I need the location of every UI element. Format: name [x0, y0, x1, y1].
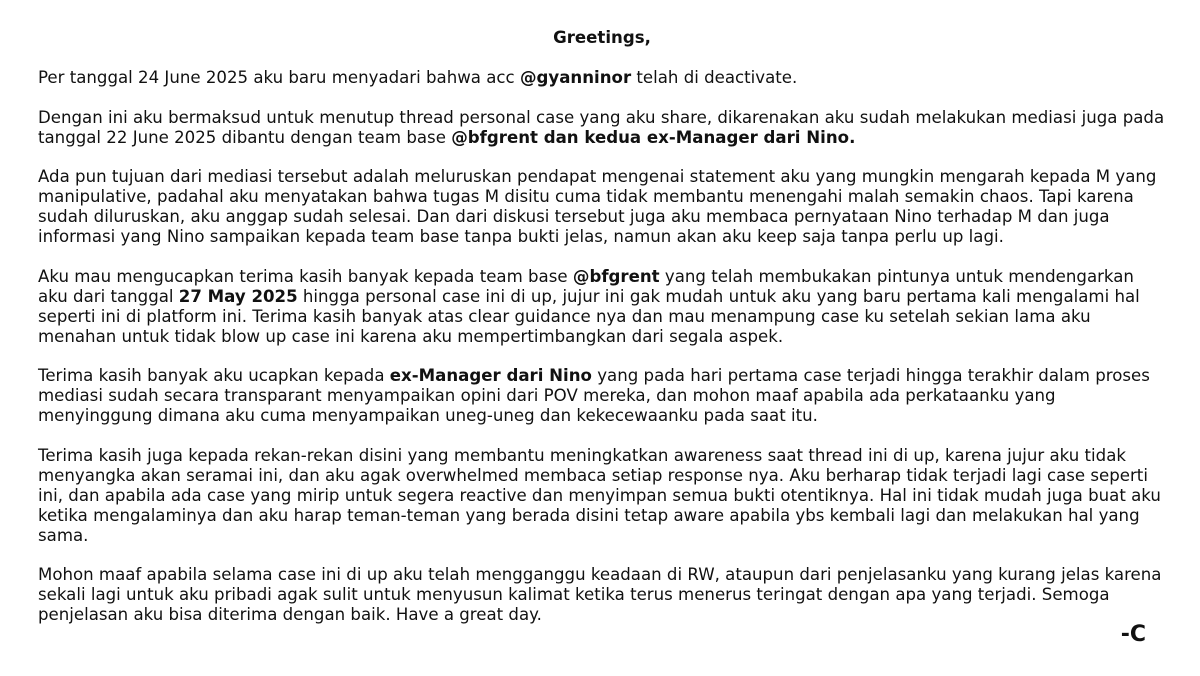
signature: -C — [1120, 622, 1146, 647]
paragraph — [38, 68, 1166, 88]
text-segment: telah di deactivate. — [631, 67, 798, 87]
text-segment: yang telah membukakan pintunya untuk mendengarkan aku dari tanggal — [38, 266, 1134, 306]
paragraph — [38, 565, 1166, 625]
text-segment: Terima kasih juga kepada rekan-rekan disini yang membantu meningkatkan awareness saat thread ini di up, karena jujur aku tidak menyangka akan seramai ini, dan aku agak overwhelmed membaca setiap response nya. Aku berharap tidak terjadi lagi case seperti ini, dan apabila ada case yang mirip untuk segera reactive dan menyimpan semua bukti otentiknya. Hal ini tidak mudah juga buat aku ketika mengalaminya dan aku harap teman-teman yang berada disini tetap aware apabila ybs kembali lagi dan melakukan hal yang sama. — [38, 445, 1161, 545]
letter-greeting: Greetings, — [553, 28, 651, 47]
bold-text-segment: @bfgrent — [572, 266, 660, 286]
bold-text-segment: @gyanninor — [519, 67, 632, 87]
paragraph — [38, 267, 1166, 347]
text-segment: Terima kasih banyak aku ucapkan kepada — [38, 366, 390, 386]
text-segment: Mohon maaf apabila selama case ini di up aku telah mengganggu keadaan di RW, ataupun dari penjelasanku yang kurang jelas karena sekali lagi untuk aku pribadi agak sulit untuk menyusun kalimat ketika terus menerus teringat dengan apa yang terjadi. Semoga penjelasan aku bisa diterima dengan baik. Have a great day. — [38, 565, 1162, 625]
bold-text-segment: 27 May 2025 — [178, 286, 298, 306]
text-segment: Ada pun tujuan dari mediasi tersebut adalah meluruskan pendapat mengenai statement aku yang mungkin mengarah kepada M yang manipulative, padahal aku menyatakan bahwa tugas M disitu cuma tidak membantu menengahi malah semakin chaos. Tapi karena sudah diluruskan, aku anggap sudah selesai. Dan dari diskusi tersebut juga aku membaca pernyataan Nino terhadap M dan juga informasi yang Nino sampaikan kepada team base tanpa bukti jelas, namun akan aku keep saja tanpa perlu up lagi. — [38, 167, 1157, 247]
text-segment: hingga personal case ini di up, jujur ini gak mudah untuk aku yang baru pertama kali mengalami hal seperti ini di platform ini. Terima kasih banyak atas clear guidance nya dan mau menampung case ku setelah sekian lama aku menahan untuk tidak blow up case ini karena aku mempertimbangkan dari segala aspek. — [38, 286, 1140, 346]
text-segment: Dengan ini aku bermaksud untuk menutup thread personal case yang aku share, dikarenakan aku sudah melakukan mediasi juga pada tanggal 22 June 2025 dibantu dengan team base — [38, 107, 1165, 147]
paragraph — [38, 108, 1166, 148]
bold-text-segment: @bfgrent dan kedua ex-Manager dari Nino. — [451, 127, 856, 147]
paragraph — [38, 366, 1166, 426]
paragraph — [38, 446, 1166, 546]
bold-text-segment: ex-Manager dari Nino — [389, 366, 592, 386]
text-segment: Aku mau mengucapkan terima kasih banyak kepada team base — [38, 266, 573, 286]
paragraphs-container — [38, 68, 1166, 625]
text-segment: Per tanggal 24 June 2025 aku baru menyadari bahwa acc — [38, 67, 520, 87]
letter-body — [38, 28, 1166, 645]
paragraph — [38, 167, 1166, 247]
text-segment: yang pada hari pertama case terjadi hingga terakhir dalam proses mediasi sudah secara transparant menyampaikan opini dari POV mereka, dan mohon maaf apabila ada perkataanku yang menyinggung dimana aku cuma menyampaikan uneg-uneg dan kekecewaanku pada saat itu. — [38, 366, 1150, 426]
